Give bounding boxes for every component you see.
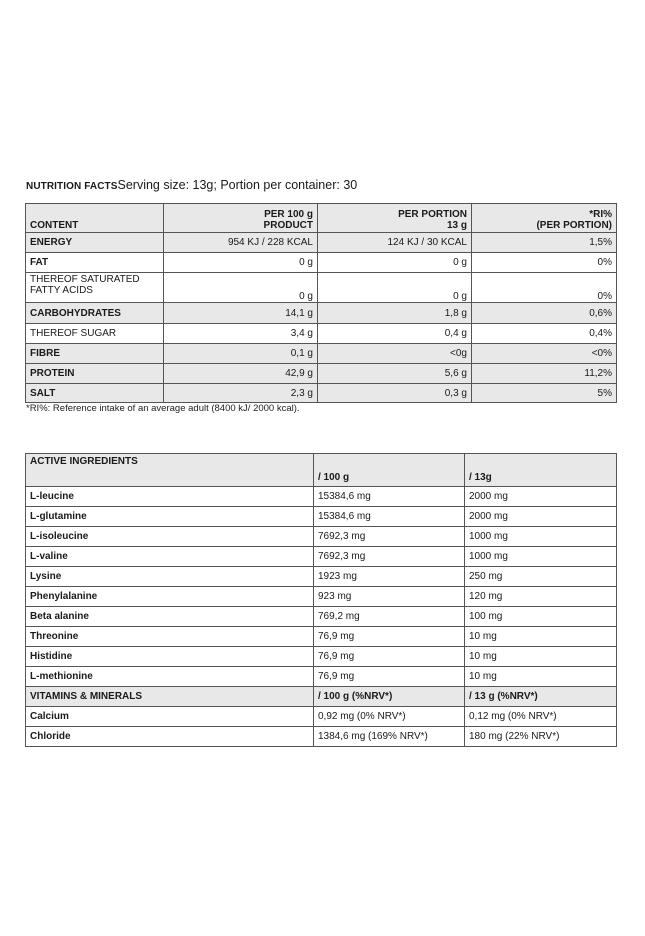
vitamins-header-row	[26, 687, 617, 707]
nutrition-row	[26, 364, 617, 384]
row-per100: 3,4 g	[164, 324, 318, 344]
serving-info: Serving size: 13g; Portion per container: 30	[117, 178, 358, 192]
ingredient-name: L-isoleucine	[26, 527, 314, 547]
nutrition-row	[26, 384, 617, 403]
ingredients-title: ACTIVE INGREDIENTS	[26, 454, 314, 487]
row-portion: <0g	[318, 344, 472, 364]
col-portion: PER PORTION 13 g	[318, 204, 472, 233]
nutrition-facts-header	[26, 176, 357, 194]
nutrition-row	[26, 273, 617, 303]
ingredient-per100: 769,2 mg	[314, 607, 465, 627]
row-per100: 0,1 g	[164, 344, 318, 364]
vitamin-name: Chloride	[26, 727, 314, 747]
ingredient-per13: 2000 mg	[465, 507, 617, 527]
nutrition-row	[26, 303, 617, 324]
ingredient-name: L-glutamine	[26, 507, 314, 527]
ingredient-row	[26, 667, 617, 687]
row-ri: 11,2%	[472, 364, 617, 384]
row-name: SALT	[26, 384, 164, 403]
vitamin-per100: 1384,6 mg (169% NRV*)	[314, 727, 465, 747]
row-portion: 5,6 g	[318, 364, 472, 384]
row-ri: 0%	[472, 273, 617, 303]
ingredient-name: Histidine	[26, 647, 314, 667]
ingredient-per13: 100 mg	[465, 607, 617, 627]
vitamin-name: Calcium	[26, 707, 314, 727]
row-portion: 0 g	[318, 253, 472, 273]
row-portion: 0 g	[318, 273, 472, 303]
col-per13g: / 13g	[465, 454, 617, 487]
ingredient-per13: 10 mg	[465, 667, 617, 687]
row-name: CARBOHYDRATES	[26, 303, 164, 324]
row-name: THEREOF SATURATED FATTY ACIDS	[26, 273, 164, 303]
nutrition-facts-title: NUTRITION FACTS	[26, 181, 118, 192]
ingredient-row	[26, 607, 617, 627]
row-ri: <0%	[472, 344, 617, 364]
col-vitamins-per100: / 100 g (%NRV*)	[314, 687, 465, 707]
ri-footnote: *RI%: Reference intake of an average adult (8400 kJ/ 2000 kcal).	[26, 403, 300, 414]
ingredient-row	[26, 647, 617, 667]
nutrition-row	[26, 344, 617, 364]
row-portion: 0,3 g	[318, 384, 472, 403]
ingredient-per13: 120 mg	[465, 587, 617, 607]
row-name: THEREOF SUGAR	[26, 324, 164, 344]
vitamin-per13: 0,12 mg (0% NRV*)	[465, 707, 617, 727]
ingredient-per100: 15384,6 mg	[314, 507, 465, 527]
row-per100: 954 KJ / 228 KCAL	[164, 233, 318, 253]
ingredient-name: L-leucine	[26, 487, 314, 507]
ingredient-name: L-valine	[26, 547, 314, 567]
ingredient-per13: 2000 mg	[465, 487, 617, 507]
row-per100: 14,1 g	[164, 303, 318, 324]
ingredient-per100: 7692,3 mg	[314, 547, 465, 567]
vitamin-row	[26, 727, 617, 747]
nutrition-row	[26, 324, 617, 344]
nutrition-table	[25, 203, 617, 403]
ingredient-name: Beta alanine	[26, 607, 314, 627]
vitamin-per13: 180 mg (22% NRV*)	[465, 727, 617, 747]
row-ri: 0%	[472, 253, 617, 273]
ingredient-row	[26, 507, 617, 527]
row-name: ENERGY	[26, 233, 164, 253]
col-per100g: / 100 g	[314, 454, 465, 487]
ingredient-per100: 76,9 mg	[314, 647, 465, 667]
ingredient-name: Phenylalanine	[26, 587, 314, 607]
col-ri: *RI% (PER PORTION)	[472, 204, 617, 233]
ingredient-per100: 923 mg	[314, 587, 465, 607]
ingredient-per100: 76,9 mg	[314, 627, 465, 647]
ingredient-per13: 1000 mg	[465, 527, 617, 547]
ingredient-per100: 15384,6 mg	[314, 487, 465, 507]
row-per100: 42,9 g	[164, 364, 318, 384]
ingredient-row	[26, 567, 617, 587]
row-portion: 1,8 g	[318, 303, 472, 324]
ingredient-name: Threonine	[26, 627, 314, 647]
ingredient-per100: 76,9 mg	[314, 667, 465, 687]
ingredient-per100: 7692,3 mg	[314, 527, 465, 547]
row-portion: 0,4 g	[318, 324, 472, 344]
row-ri: 0,4%	[472, 324, 617, 344]
ingredient-row	[26, 487, 617, 507]
ingredients-header-row	[26, 454, 617, 487]
row-portion: 124 KJ / 30 KCAL	[318, 233, 472, 253]
vitamins-title: VITAMINS & MINERALS	[26, 687, 314, 707]
vitamin-per100: 0,92 mg (0% NRV*)	[314, 707, 465, 727]
row-ri: 5%	[472, 384, 617, 403]
row-name: FAT	[26, 253, 164, 273]
ingredient-row	[26, 587, 617, 607]
ingredient-per13: 250 mg	[465, 567, 617, 587]
col-content: CONTENT	[26, 204, 164, 233]
row-name: FIBRE	[26, 344, 164, 364]
nutrition-header-row	[26, 204, 617, 233]
ingredient-name: L-methionine	[26, 667, 314, 687]
row-per100: 0 g	[164, 273, 318, 303]
ingredients-table	[25, 453, 617, 747]
nutrition-row	[26, 253, 617, 273]
col-vitamins-per13: / 13 g (%NRV*)	[465, 687, 617, 707]
row-per100: 0 g	[164, 253, 318, 273]
nutrition-row	[26, 233, 617, 253]
row-ri: 1,5%	[472, 233, 617, 253]
ingredient-per13: 10 mg	[465, 647, 617, 667]
row-ri: 0,6%	[472, 303, 617, 324]
ingredient-row	[26, 527, 617, 547]
row-name: PROTEIN	[26, 364, 164, 384]
row-per100: 2,3 g	[164, 384, 318, 403]
ingredient-per13: 10 mg	[465, 627, 617, 647]
ingredient-per100: 1923 mg	[314, 567, 465, 587]
ingredient-row	[26, 627, 617, 647]
vitamin-row	[26, 707, 617, 727]
ingredient-row	[26, 547, 617, 567]
ingredient-per13: 1000 mg	[465, 547, 617, 567]
ingredient-name: Lysine	[26, 567, 314, 587]
col-per100: PER 100 g PRODUCT	[164, 204, 318, 233]
